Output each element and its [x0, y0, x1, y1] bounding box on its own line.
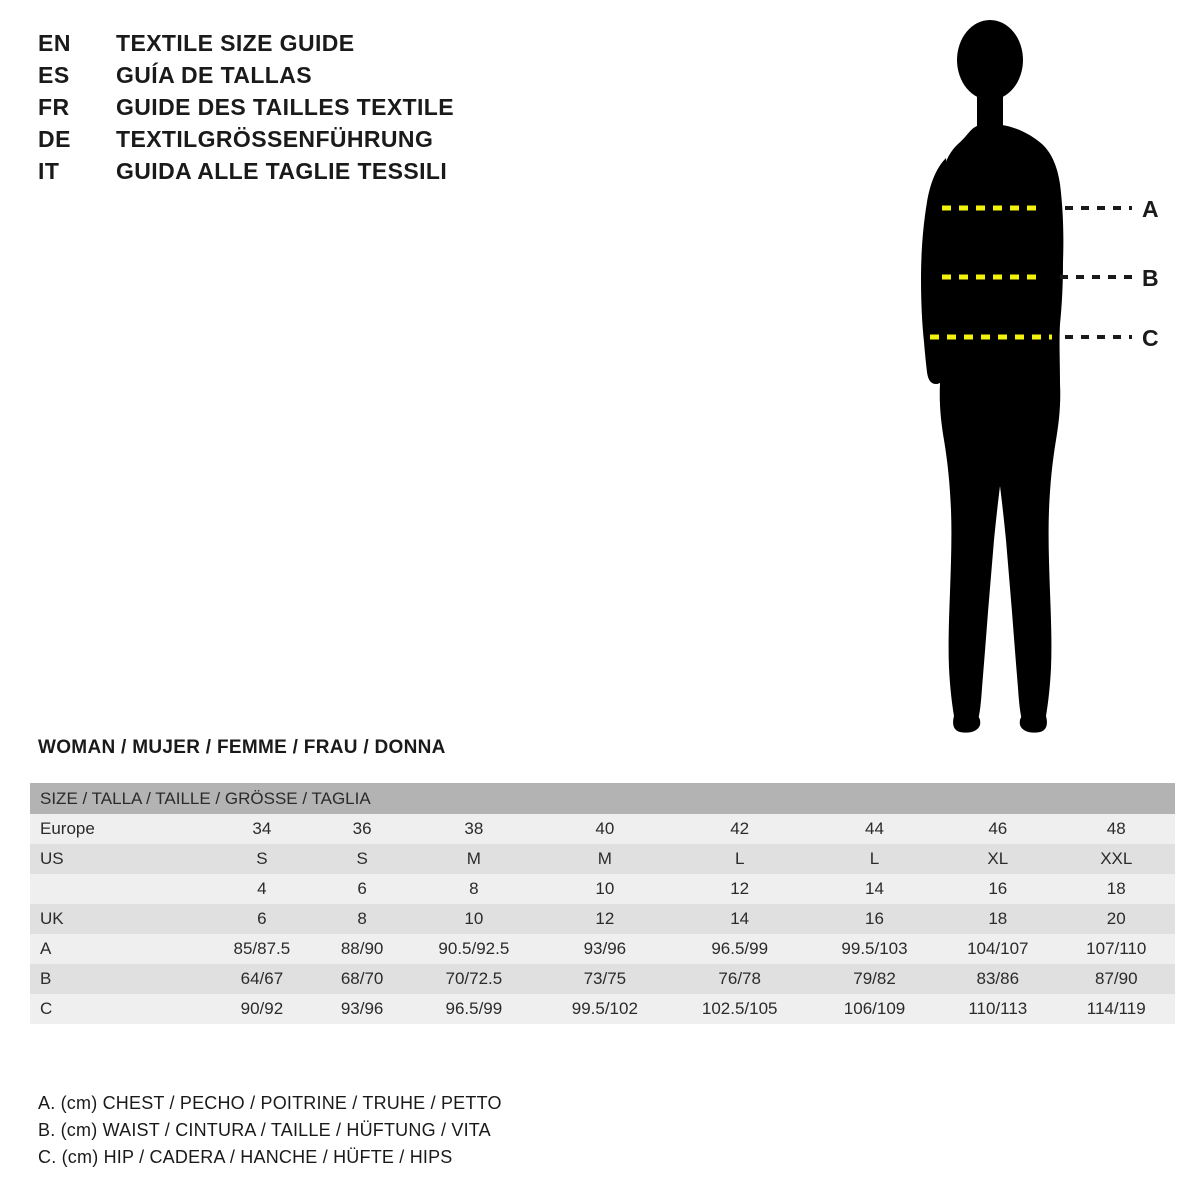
table-cell: 18 — [1058, 874, 1175, 904]
table-cell: XXL — [1058, 844, 1175, 874]
marker-label-b: B — [1142, 265, 1159, 291]
table-cell: 106/109 — [811, 994, 938, 1024]
row-label: UK — [30, 904, 206, 934]
table-cell: 48 — [1058, 814, 1175, 844]
table-cell: 8 — [406, 874, 541, 904]
table-row — [30, 874, 1175, 904]
table-cell: 87/90 — [1058, 964, 1175, 994]
row-label — [30, 874, 206, 904]
table-cell: 46 — [938, 814, 1057, 844]
title-lang-en: EN — [38, 30, 71, 56]
table-cell: 93/96 — [541, 934, 668, 964]
table-cell: M — [541, 844, 668, 874]
table-cell: M — [406, 844, 541, 874]
table-cell: 104/107 — [938, 934, 1057, 964]
female-silhouette-figure — [860, 12, 1190, 752]
table-cell: 40 — [541, 814, 668, 844]
row-label: A — [30, 934, 206, 964]
size-table-wrapper — [30, 783, 1175, 1024]
table-cell: L — [811, 844, 938, 874]
table-cell: 90/92 — [206, 994, 318, 1024]
table-cell: 96.5/99 — [406, 994, 541, 1024]
table-cell: 64/67 — [206, 964, 318, 994]
table-cell: 79/82 — [811, 964, 938, 994]
size-table — [30, 783, 1175, 1024]
table-cell: 99.5/102 — [541, 994, 668, 1024]
table-cell: 10 — [541, 874, 668, 904]
row-label: US — [30, 844, 206, 874]
marker-label-a: A — [1142, 196, 1159, 222]
footnotes — [38, 1090, 938, 1171]
table-cell: 6 — [318, 874, 407, 904]
table-cell: L — [668, 844, 811, 874]
table-cell: 90.5/92.5 — [406, 934, 541, 964]
table-cell: 107/110 — [1058, 934, 1175, 964]
table-cell: 96.5/99 — [668, 934, 811, 964]
table-header-row — [30, 783, 1175, 814]
table-cell: 16 — [811, 904, 938, 934]
table-cell: 10 — [406, 904, 541, 934]
silhouette-icon — [921, 20, 1063, 733]
title-text-de: TEXTILGRÖSSENFÜHRUNG — [116, 126, 434, 152]
marker-label-c: C — [1142, 325, 1159, 351]
table-header-cell: SIZE / TALLA / TAILLE / GRÖSSE / TAGLIA — [30, 783, 1175, 814]
title-row-fr — [38, 94, 678, 126]
table-cell: 14 — [668, 904, 811, 934]
table-cell: 70/72.5 — [406, 964, 541, 994]
table-row — [30, 844, 1175, 874]
title-text-en: TEXTILE SIZE GUIDE — [116, 30, 355, 56]
table-cell: 88/90 — [318, 934, 407, 964]
title-row-de — [38, 126, 678, 158]
row-label: C — [30, 994, 206, 1024]
table-cell: 110/113 — [938, 994, 1057, 1024]
table-row — [30, 904, 1175, 934]
table-cell: 73/75 — [541, 964, 668, 994]
title-row-en — [38, 30, 678, 62]
title-lang-fr: FR — [38, 94, 70, 120]
row-label: B — [30, 964, 206, 994]
title-row-it — [38, 158, 678, 190]
table-cell: 38 — [406, 814, 541, 844]
table-cell: 6 — [206, 904, 318, 934]
table-cell: 18 — [938, 904, 1057, 934]
table-cell: 12 — [541, 904, 668, 934]
table-cell: 114/119 — [1058, 994, 1175, 1024]
table-cell: 102.5/105 — [668, 994, 811, 1024]
table-row — [30, 814, 1175, 844]
title-text-it: GUIDA ALLE TAGLIE TESSILI — [116, 158, 448, 184]
title-text-fr: GUIDE DES TAILLES TEXTILE — [116, 94, 454, 120]
table-cell: 36 — [318, 814, 407, 844]
table-row — [30, 964, 1175, 994]
table-cell: S — [318, 844, 407, 874]
table-cell: XL — [938, 844, 1057, 874]
table-cell: 16 — [938, 874, 1057, 904]
table-cell: 20 — [1058, 904, 1175, 934]
table-cell: 99.5/103 — [811, 934, 938, 964]
title-row-es — [38, 62, 678, 94]
table-cell: 4 — [206, 874, 318, 904]
title-lang-it: IT — [38, 158, 60, 184]
table-cell: 85/87.5 — [206, 934, 318, 964]
table-cell: 44 — [811, 814, 938, 844]
table-cell: 76/78 — [668, 964, 811, 994]
title-text-es: GUÍA DE TALLAS — [116, 62, 312, 88]
footnote-b: B. (cm) WAIST / CINTURA / TAILLE / HÜFTUNG / VITA — [38, 1120, 491, 1140]
table-cell: 34 — [206, 814, 318, 844]
title-block — [38, 30, 678, 190]
table-cell: 93/96 — [318, 994, 407, 1024]
section-caption-woman: WOMAN / MUJER / FEMME / FRAU / DONNA — [38, 737, 446, 758]
footnote-c: C. (cm) HIP / CADERA / HANCHE / HÜFTE / HIPS — [38, 1147, 453, 1167]
table-cell: 83/86 — [938, 964, 1057, 994]
footnote-a: A. (cm) CHEST / PECHO / POITRINE / TRUHE / PETTO — [38, 1093, 502, 1113]
title-lang-es: ES — [38, 62, 70, 88]
row-label: Europe — [30, 814, 206, 844]
table-row — [30, 994, 1175, 1024]
table-cell: 68/70 — [318, 964, 407, 994]
table-cell: S — [206, 844, 318, 874]
table-cell: 14 — [811, 874, 938, 904]
table-cell: 8 — [318, 904, 407, 934]
table-row — [30, 934, 1175, 964]
table-cell: 12 — [668, 874, 811, 904]
title-lang-de: DE — [38, 126, 71, 152]
table-cell: 42 — [668, 814, 811, 844]
